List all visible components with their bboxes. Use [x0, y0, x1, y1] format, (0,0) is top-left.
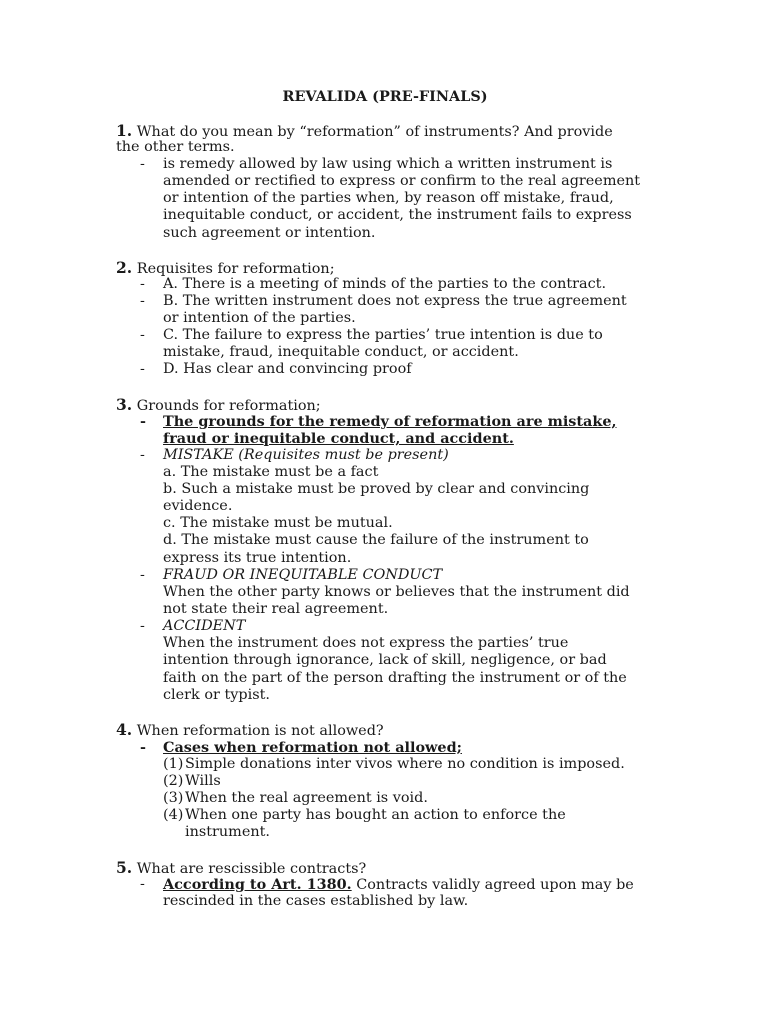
case-text: When one party has bought an action to enforce the	[185, 807, 566, 823]
answer-line: amended or rectified to express or confirm to the real agreement	[163, 173, 641, 189]
case-text: Wills	[185, 773, 221, 789]
bullet-dash: -	[140, 156, 145, 172]
bullet-dash: -	[140, 567, 145, 583]
question-text-continued: the other terms.	[116, 139, 235, 155]
article-text-continued: rescinded in the cases established by law.	[163, 893, 469, 909]
question-text: Grounds for reformation;	[132, 398, 321, 414]
article-reference: According to Art. 1380.	[163, 876, 352, 893]
bullet-dash: -	[140, 447, 145, 463]
requisite-item: D. Has clear and convincing proof	[163, 361, 412, 377]
requisite-item-continued: mistake, fraud, inequitable conduct, or accident.	[163, 344, 519, 360]
answer-line: is remedy allowed by law using which a written instrument is	[163, 156, 613, 172]
case-number: (2)	[163, 773, 184, 789]
mistake-line: a. The mistake must be a fact	[163, 464, 379, 480]
mistake-line: b. Such a mistake must be proved by clear and convincing	[163, 481, 590, 497]
bullet-dash: -	[140, 327, 145, 343]
fraud-heading: FRAUD OR INEQUITABLE CONDUCT	[163, 567, 443, 583]
cases-heading: Cases when reformation not allowed;	[163, 739, 462, 756]
question-4	[116, 721, 656, 740]
answer-line: such agreement or intention.	[163, 225, 376, 241]
page-title: REVALIDA (PRE-FINALS)	[282, 88, 488, 105]
accident-line: When the instrument does not express the parties’ true	[163, 635, 569, 651]
grounds-statement-continued: fraud or inequitable conduct, and accident.	[163, 430, 514, 447]
question-text: What are rescissible contracts?	[132, 861, 367, 877]
mistake-heading: MISTAKE (Requisites must be present)	[163, 447, 449, 463]
requisite-item-continued: or intention of the parties.	[163, 310, 356, 326]
question-number: 2.	[116, 258, 133, 277]
fraud-line: When the other party knows or believes that the instrument did	[163, 584, 630, 600]
bullet-dash: -	[140, 739, 146, 756]
case-number: (4)	[163, 807, 184, 823]
answer-line: inequitable conduct, or accident, the instrument fails to express	[163, 207, 632, 223]
question-number: 4.	[116, 720, 133, 739]
question-number: 3.	[116, 395, 133, 414]
question-text: Requisites for reformation;	[132, 261, 335, 277]
bullet-dash: -	[140, 413, 146, 430]
article-line	[163, 876, 663, 894]
question-text: What do you mean by “reformation” of instruments? And provide	[132, 124, 613, 140]
bullet-dash: -	[140, 876, 145, 892]
requisite-item: A. There is a meeting of minds of the parties to the contract.	[163, 276, 607, 292]
bullet-dash: -	[140, 618, 145, 634]
case-text: When the real agreement is void.	[185, 790, 428, 806]
requisite-item: C. The failure to express the parties’ true intention is due to	[163, 327, 603, 343]
case-number: (1)	[163, 756, 184, 772]
case-text: Simple donations inter vivos where no condition is imposed.	[185, 756, 625, 772]
bullet-dash: -	[140, 293, 145, 309]
case-text-continued: instrument.	[185, 824, 270, 840]
accident-line: intention through ignorance, lack of skill, negligence, or bad	[163, 652, 607, 668]
question-text: When reformation is not allowed?	[132, 723, 384, 739]
fraud-line: not state their real agreement.	[163, 601, 389, 617]
answer-line: or intention of the parties when, by reason off mistake, fraud,	[163, 190, 614, 206]
mistake-line: d. The mistake must cause the failure of the instrument to	[163, 532, 589, 548]
mistake-line: evidence.	[163, 498, 233, 514]
bullet-dash: -	[140, 361, 145, 377]
mistake-line: express its true intention.	[163, 550, 352, 566]
bullet-dash: -	[140, 276, 145, 292]
case-number: (3)	[163, 790, 184, 806]
mistake-line: c. The mistake must be mutual.	[163, 515, 393, 531]
article-text: Contracts validly agreed upon may be	[351, 877, 634, 893]
accident-heading: ACCIDENT	[163, 618, 246, 634]
accident-line: clerk or typist.	[163, 687, 270, 703]
accident-line: faith on the part of the person drafting the instrument or of the	[163, 670, 627, 686]
question-number: 1.	[116, 121, 133, 140]
requisite-item: B. The written instrument does not express the true agreement	[163, 293, 627, 309]
question-number: 5.	[116, 858, 133, 877]
grounds-statement: The grounds for the remedy of reformation are mistake,	[163, 413, 617, 430]
